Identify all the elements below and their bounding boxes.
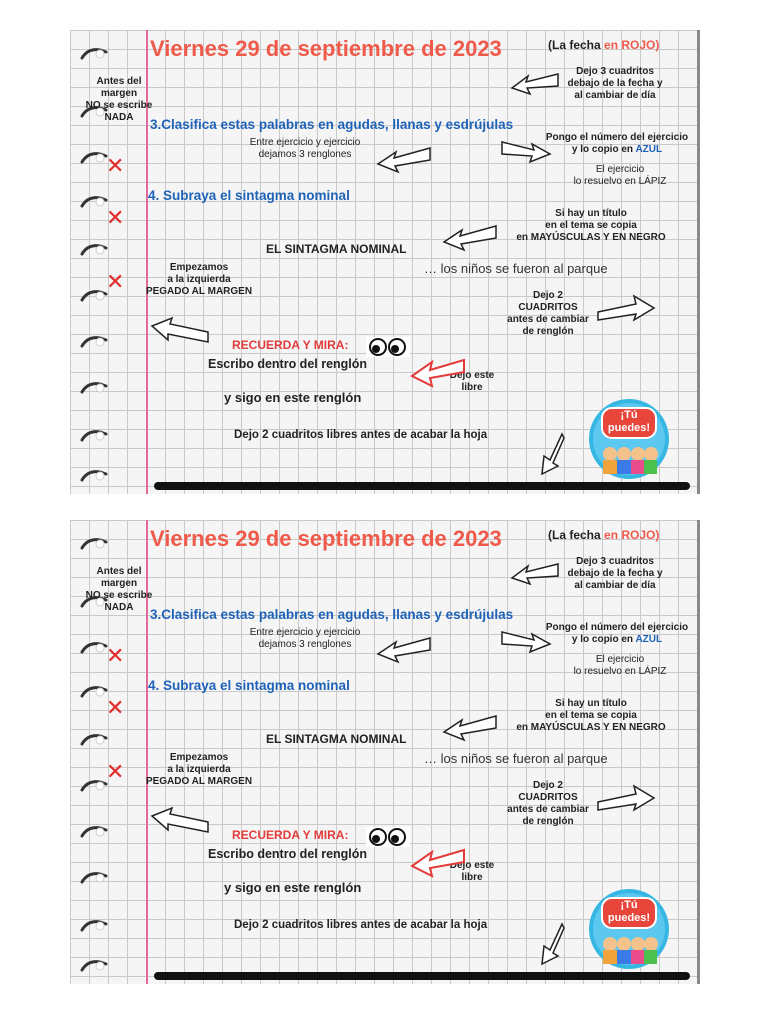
margin-note: Antes del margen NO se escribe NADA [85, 76, 153, 123]
leave-three-note: Dejo 3 cuadritos debajo de la fecha y al cambiar de día [567, 66, 663, 101]
binder-ring-icon [80, 916, 110, 934]
arrow-left-red-icon [410, 846, 466, 878]
write-inside-line: Escribo dentro del renglón [208, 357, 368, 371]
end-of-page-note: Dejo 2 cuadritos libres antes de acabar la hoja [234, 429, 488, 441]
date-title: Viernes 29 de septiembre de 2023 [150, 526, 502, 551]
binder-ring-icon [80, 956, 110, 974]
pencil-note: El ejercicio lo resuelvo en LÁPIZ [573, 654, 667, 677]
badge-line: puedes! [607, 422, 651, 434]
remember-label: RECUERDA Y MIRA: [232, 828, 349, 842]
remember-label: RECUERDA Y MIRA: [232, 338, 349, 352]
arrow-left-red-icon [410, 356, 466, 388]
continue-line: y sigo en este renglón [224, 880, 362, 895]
binder-ring-icon [80, 822, 110, 840]
exercise-4-title: 4. Subraya el sintagma nominal [148, 188, 350, 203]
notebook-sheet [70, 520, 700, 984]
leave-free-note: Dejo este libre [449, 370, 495, 393]
cross-icon: ✕ [106, 696, 125, 721]
exercise-3-title: 3.Clasifica estas palabras en agudas, llanas y esdrújulas [150, 117, 514, 132]
you-can-badge [588, 398, 670, 480]
badge-line: puedes! [607, 912, 651, 924]
binder-ring-icon [80, 868, 110, 886]
section-heading: EL SINTAGMA NOMINAL [266, 242, 407, 256]
page-edge [697, 30, 700, 494]
binder-ring-icon [80, 240, 110, 258]
date-color-note: (La fecha en ROJO) [548, 38, 660, 52]
eyes-icon [366, 827, 410, 847]
example-sentence: … los niños se fueron al parque [424, 261, 608, 276]
bottom-line [154, 972, 690, 980]
left-start-note: Empezamos a la izquierda PEGADO AL MARGEN [145, 262, 253, 297]
arrow-left-icon [442, 222, 498, 252]
notebook-sheet [70, 30, 700, 494]
eyes-icon [366, 337, 410, 357]
binder-ring-icon [80, 730, 110, 748]
write-inside-line: Escribo dentro del renglón [208, 847, 368, 861]
date-color-note: (La fecha en ROJO) [548, 528, 660, 542]
arrow-left-icon [376, 144, 432, 174]
cross-icon: ✕ [106, 760, 125, 785]
section-heading: EL SINTAGMA NOMINAL [266, 732, 407, 746]
arrow-left-icon [150, 804, 210, 834]
leave-free-note: Dejo este libre [449, 860, 495, 883]
arrow-right-icon [500, 624, 552, 656]
two-squares-note: Dejo 2 CUADRITOS antes de cambiar de renglón [507, 780, 589, 827]
you-can-badge [588, 888, 670, 970]
binder-ring-icon [80, 534, 110, 552]
two-squares-note: Dejo 2 CUADRITOS antes de cambiar de renglón [507, 290, 589, 337]
continue-line: y sigo en este renglón [224, 390, 362, 405]
bottom-line [154, 482, 690, 490]
left-start-note: Empezamos a la izquierda PEGADO AL MARGEN [145, 752, 253, 787]
exercise-number-note: Pongo el número del ejercicio y lo copio en AZUL [545, 622, 689, 645]
arrow-down-icon [538, 922, 566, 966]
title-note: Si hay un título en el tema se copia en MAYÚSCULAS Y EN NEGRO [516, 208, 666, 243]
cross-icon: ✕ [106, 206, 125, 231]
binder-ring-icon [80, 332, 110, 350]
exercise-3-title: 3.Clasifica estas palabras en agudas, llanas y esdrújulas [150, 607, 514, 622]
badge-line: ¡Tú [620, 409, 638, 421]
arrow-right-icon [596, 782, 656, 812]
between-exercises-note: Entre ejercicio y ejercicio dejamos 3 renglones [249, 627, 361, 650]
exercise-number-note: Pongo el número del ejercicio y lo copio en AZUL [545, 132, 689, 155]
binder-ring-icon [80, 426, 110, 444]
binder-ring-icon [80, 378, 110, 396]
arrow-left-icon [510, 558, 560, 588]
leave-three-note: Dejo 3 cuadritos debajo de la fecha y al cambiar de día [567, 556, 663, 591]
arrow-left-icon [510, 68, 560, 98]
binder-ring-icon [80, 44, 110, 62]
arrow-left-icon [442, 712, 498, 742]
end-of-page-note: Dejo 2 cuadritos libres antes de acabar la hoja [234, 919, 488, 931]
example-sentence: … los niños se fueron al parque [424, 751, 608, 766]
margin-note: Antes del margen NO se escribe NADA [85, 566, 153, 613]
exercise-4-title: 4. Subraya el sintagma nominal [148, 678, 350, 693]
arrow-down-icon [538, 432, 566, 476]
cross-icon: ✕ [106, 644, 125, 669]
title-note: Si hay un título en el tema se copia en MAYÚSCULAS Y EN NEGRO [516, 698, 666, 733]
arrow-right-icon [500, 134, 552, 166]
binder-ring-icon [80, 466, 110, 484]
cross-icon: ✕ [106, 154, 125, 179]
badge-line: ¡Tú [620, 899, 638, 911]
arrow-left-icon [376, 634, 432, 664]
arrow-right-icon [596, 292, 656, 322]
page-edge [697, 520, 700, 984]
date-title: Viernes 29 de septiembre de 2023 [150, 36, 502, 61]
arrow-left-icon [150, 314, 210, 344]
between-exercises-note: Entre ejercicio y ejercicio dejamos 3 renglones [249, 137, 361, 160]
cross-icon: ✕ [106, 270, 125, 295]
pencil-note: El ejercicio lo resuelvo en LÁPIZ [573, 164, 667, 187]
